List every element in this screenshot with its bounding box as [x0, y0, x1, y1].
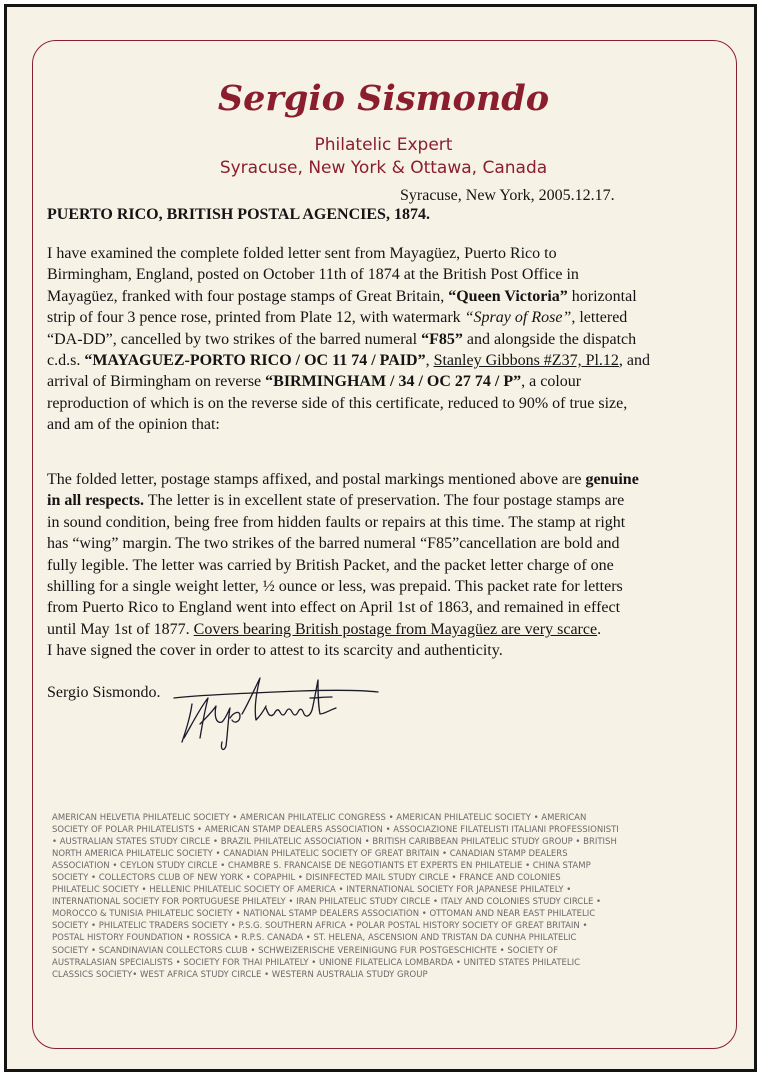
text-line [47, 329, 717, 350]
society-line: POSTAL HISTORY FOUNDATION • ROSSICA • R.P.S. CANADA • ST. HELENA, ASCENSION AND TRISTAN DA CUNHA PHILATELIC [52, 933, 577, 944]
text-line: from Puerto Rico to England went into effect on April 1st of 1863, and remained in effect [47, 599, 621, 617]
dispatch-cds: “MAYAGUEZ-PORTO RICO / OC 11 74 / PAID” [84, 352, 426, 370]
society-line: • AUSTRALIAN STATES STUDY CIRCLE • BRAZIL PHILATELIC ASSOCIATION • BRITISH CARIBBEAN PHILATELIC STUDY GROUP • BRITISH [52, 837, 617, 848]
society-line: AUSTRALASIAN SPECIALISTS • SOCIETY FOR THAI PHILATELY • UNIONE FILATELICA LOMBARDA • UNITED STATES PHILATELIC [52, 957, 581, 968]
verdict-text: in all respects. [47, 492, 145, 510]
society-line: AMERICAN HELVETIA PHILATELIC SOCIETY • AMERICAN PHILATELIC CONGRESS • AMERICAN PHILATELIC SOCIETY • AMERICAN [52, 813, 587, 823]
text-line [47, 469, 717, 490]
verdict-text: genuine [585, 471, 639, 488]
text-line: reproduction of which is on the reverse side of this certificate, reduced to 90% of true size, [47, 394, 628, 412]
text-run: and alongside the dispatch [462, 330, 637, 348]
text-run: horizontal [567, 287, 637, 305]
expert-name: Sergio Sismondo [217, 78, 550, 119]
society-line: SOCIETY • SCANDINAVIAN COLLECTORS CLUB • SCHWEIZERISCHE VEREINIGUNG FUR POSTGESCHICHTE • SOCIETY OF [52, 945, 558, 956]
text-line: Birmingham, England, posted on October 11th of 1874 at the British Post Office in [47, 266, 579, 284]
text-run: . [597, 620, 602, 638]
text-run: , a colour [521, 373, 582, 391]
text-run: arrival of Birmingham on reverse [47, 373, 266, 391]
text-line: has “wing” margin. The two strikes of the barred numeral “F85”cancellation are bold and [47, 535, 620, 553]
society-line: SOCIETY OF POLAR PHILATELISTS • AMERICAN STAMP DEALERS ASSOCIATION • ASSOCIAZIONE FILATELISTI ITALIANI PROFESSIONISTI [52, 825, 619, 836]
signoff-name: Sergio Sismondo. [47, 684, 161, 701]
text-run: “DA-DD”, cancelled by two strikes of the barred numeral [47, 330, 422, 348]
certificate-heading: PUERTO RICO, BRITISH POSTAL AGENCIES, 1874. [47, 206, 430, 223]
society-memberships [52, 812, 712, 981]
society-line: CLASSICS SOCIETY• WEST AFRICA STUDY CIRCLE • WESTERN AUSTRALIA STUDY GROUP [52, 969, 428, 980]
society-line: MOROCCO & TUNISIA PHILATELIC SOCIETY • NATIONAL STAMP DEALERS ASSOCIATION • OTTOMAN AND NEAR EAST PHILATELIC [52, 909, 596, 920]
text-line: and am of the opinion that: [47, 416, 220, 434]
text-run: strip of four 3 pence rose, printed from Plate 12, with watermark [47, 309, 465, 327]
expert-location: Syracuse, New York & Ottawa, Canada [219, 158, 548, 178]
arrival-postmark: “BIRMINGHAM / 34 / OC 27 74 / P” [265, 373, 522, 391]
text-run: The folded letter, postage stamps affixed, and postal markings mentioned above are [47, 471, 586, 488]
watermark-name: “Spray of Rose”, [464, 309, 576, 327]
society-line: ASSOCIATION • CEYLON STUDY CIRCLE • CHAMBRE S. FRANCAISE DE NEGOTIANTS ET EXPERTS EN PHILATELIE • CHINA STAMP [52, 861, 591, 872]
text-line: I have examined the complete folded letter sent from Mayagüez, Puerto Rico to [47, 245, 557, 262]
cancel-numeral: “F85” [421, 330, 463, 348]
text-line [47, 619, 717, 640]
society-line: SOCIETY • PHILATELIC TRADERS SOCIETY • P.S.G. SOUTHERN AFRICA • POLAR POSTAL HISTORY SOCIETY OF GREAT BRITAIN • [52, 921, 588, 932]
text-run: lettered [575, 309, 628, 327]
text-line [47, 350, 717, 371]
society-line: NORTH AMERICA PHILATELIC SOCIETY • CANADIAN PHILATELIC SOCIETY OF GREAT BRITAIN • CANADIAN STAMP DEALERS [52, 849, 568, 860]
expert-title: Philatelic Expert [314, 135, 453, 155]
text-line [47, 490, 717, 511]
stamp-design-name: “Queen Victoria” [448, 287, 568, 305]
text-run: , and [618, 352, 651, 370]
text-run: c.d.s. [47, 352, 85, 370]
catalogue-reference: Stanley Gibbons #Z37, Pl.12 [433, 352, 619, 370]
text-run: until May 1st of 1877. [47, 620, 194, 638]
society-line: SOCIETY • COLLECTORS CLUB OF NEW YORK • COPAPHIL • DISINFECTED MAIL STUDY CIRCLE • FRANCE AND COLONIES [52, 873, 561, 884]
handwritten-signature [170, 668, 380, 752]
text-line: in sound condition, being free from hidden faults or repairs at this time. The stamp at right [47, 513, 626, 531]
text-run: , [425, 352, 434, 370]
society-line: INTERNATIONAL SOCIETY FOR PORTUGUESE PHILATELY • IRAN PHILATELIC STUDY CIRCLE • ITALY AND COLONIES STUDY CIRCLE • [52, 897, 602, 908]
text-line [47, 371, 717, 392]
opinion-paragraph [47, 469, 717, 662]
society-line: PHILATELIC SOCIETY • HELLENIC PHILATELIC SOCIETY OF AMERICA • INTERNATIONAL SOCIETY FOR JAPANESE PHILATELY • [52, 885, 572, 896]
text-line [47, 307, 717, 328]
text-line [47, 286, 717, 307]
certificate-date: Syracuse, New York, 2005.12.17. [400, 187, 615, 204]
examination-paragraph [47, 243, 717, 436]
text-line: fully legible. The letter was carried by British Packet, and the packet letter charge of one [47, 556, 614, 574]
text-line: shilling for a single weight letter, ½ ounce or less, was prepaid. This packet rate for letters [47, 578, 623, 596]
text-line: I have signed the cover in order to attest to its scarcity and authenticity. [47, 642, 503, 660]
scarcity-statement: Covers bearing British postage from Mayagüez are very scarce [193, 620, 598, 638]
text-run: Mayagüez, franked with four postage stamps of Great Britain, [47, 287, 449, 305]
text-run: The letter is in excellent state of preservation. The four postage stamps are [144, 492, 625, 510]
